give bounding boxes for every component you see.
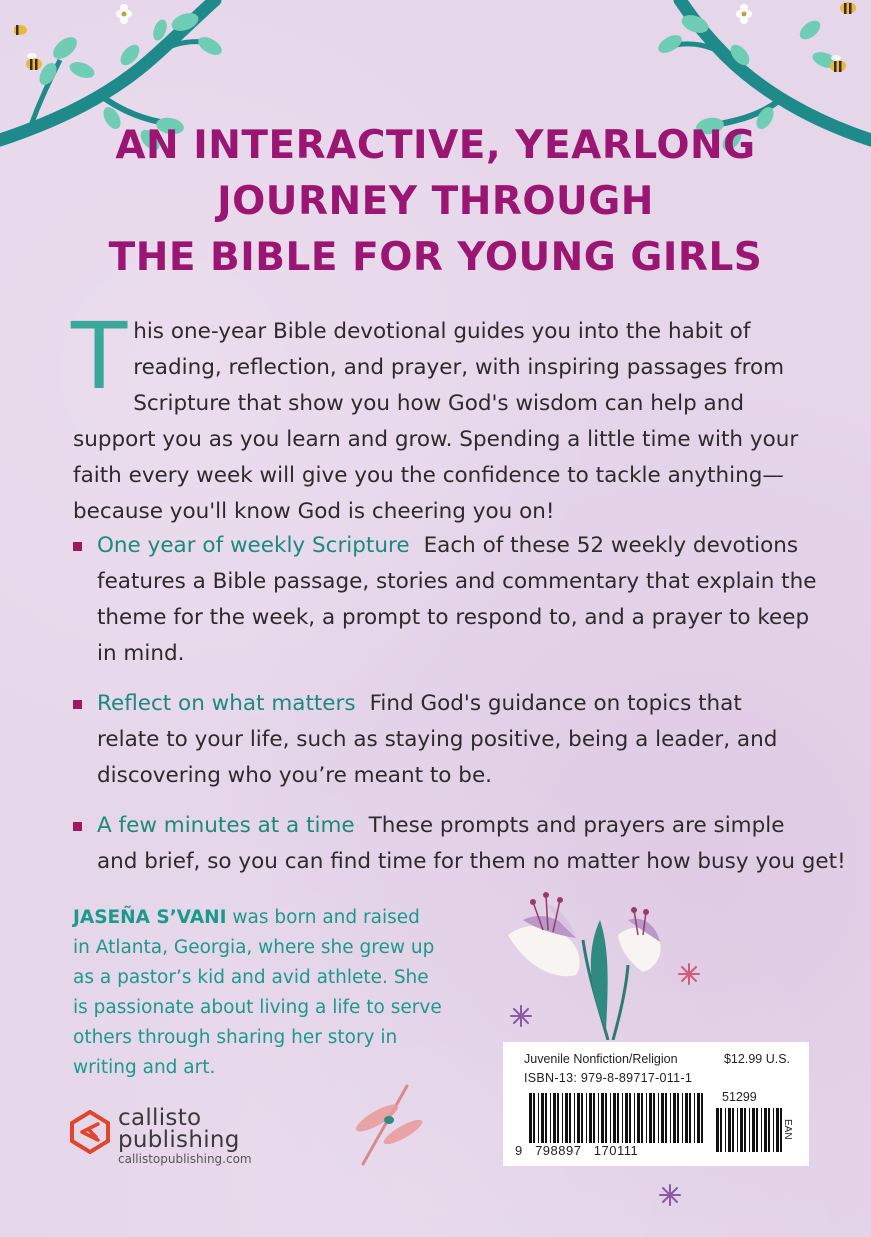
bullet-text: These prompts and prayers are simple — [368, 813, 785, 838]
bullet-text: features a Bible passage, stories and commentary that explain the — [97, 569, 817, 594]
author-bio-text: in Atlanta, Georgia, where she grew up — [73, 937, 435, 958]
intro-line-1: his one-year Bible devotional guides you into the habit of — [133, 319, 751, 344]
bullet-text: and brief, so you can find time for them no matter how busy you get! — [97, 849, 846, 874]
headline-line-1: AN INTERACTIVE, YEARLONG — [115, 123, 756, 168]
bullet-text: Find God's guidance on topics that — [369, 691, 742, 716]
author-bio — [73, 903, 473, 1083]
author-bio-text: was born and raised — [226, 907, 420, 928]
intro-line-3: Scripture that show you how God's wisdom can help and — [133, 391, 745, 416]
bullet-square-icon — [73, 700, 82, 709]
intro-line-2: reading, reflection, and prayer, with inspiring passages from — [133, 355, 785, 380]
dragonfly-illustration — [345, 1080, 425, 1170]
author-bio-text: as a pastor’s kid and avid athlete. She — [73, 967, 429, 988]
headline-line-2: JOURNEY THROUGH — [217, 179, 654, 224]
bullet-item — [73, 686, 813, 794]
isbn-label: ISBN-13: 979-8-89717-011-1 — [524, 1071, 693, 1085]
intro-line-4: support you as you learn and grow. Spending a little time with your — [73, 427, 799, 452]
bullet-item — [73, 528, 817, 672]
sparkle-star-icon — [658, 1183, 682, 1207]
author-name: JASEÑA S’VANI — [73, 907, 227, 928]
bullet-text: in mind. — [97, 641, 185, 666]
bullet-lead: One year of weekly Scripture — [97, 533, 410, 558]
headline — [0, 118, 871, 286]
bullet-lead: A few minutes at a time — [97, 813, 355, 838]
bullet-text: Each of these 52 weekly devotions — [423, 533, 799, 558]
author-bio-text: writing and art. — [73, 1057, 216, 1078]
bee-illustration — [830, 2, 856, 72]
callisto-logo-icon — [70, 1110, 110, 1154]
bullet-text: relate to your life, such as staying positive, being a leader, and — [97, 727, 778, 752]
drop-cap: T — [71, 303, 128, 410]
intro-line-6: because you'll know God is cheering you on! — [73, 499, 555, 524]
feature-bullet-list — [73, 528, 846, 894]
headline-line-3: THE BIBLE FOR YOUNG GIRLS — [108, 235, 763, 280]
addon-barcode — [716, 1108, 786, 1152]
publisher-logo — [70, 1106, 290, 1168]
bullet-text: discovering who you’re meant to be. — [97, 763, 492, 788]
author-bio-text: others through sharing her story in — [73, 1027, 398, 1048]
intro-paragraph — [71, 303, 803, 530]
category-label: Juvenile Nonfiction/Religion — [524, 1052, 678, 1066]
ean-label: EAN — [782, 1119, 793, 1140]
bullet-text: theme for the week, a prompt to respond to, and a prayer to keep — [97, 605, 810, 630]
bullet-square-icon — [73, 542, 82, 551]
barcode-box — [503, 1042, 809, 1166]
barcode-digits: 9 798897 170111 — [515, 1143, 639, 1158]
isbn-barcode — [529, 1093, 707, 1143]
price-label: $12.99 U.S. — [723, 1052, 790, 1066]
publisher-brand-line-2: publishing — [118, 1127, 240, 1153]
bullet-lead: Reflect on what matters — [97, 691, 356, 716]
bullet-square-icon — [73, 822, 82, 831]
addon-number: 51299 — [722, 1090, 757, 1104]
bullet-item — [73, 808, 846, 880]
author-bio-text: is passionate about living a life to serve — [73, 997, 442, 1018]
bee-illustration-left — [14, 20, 54, 80]
publisher-brand-line-1: callisto — [118, 1105, 202, 1131]
sparkle-star-icon — [677, 962, 701, 986]
sparkle-star-icon — [508, 1003, 534, 1029]
intro-line-5: faith every week will give you the confidence to tackle anything— — [73, 463, 784, 488]
publisher-url: callistopublishing.com — [118, 1152, 252, 1166]
